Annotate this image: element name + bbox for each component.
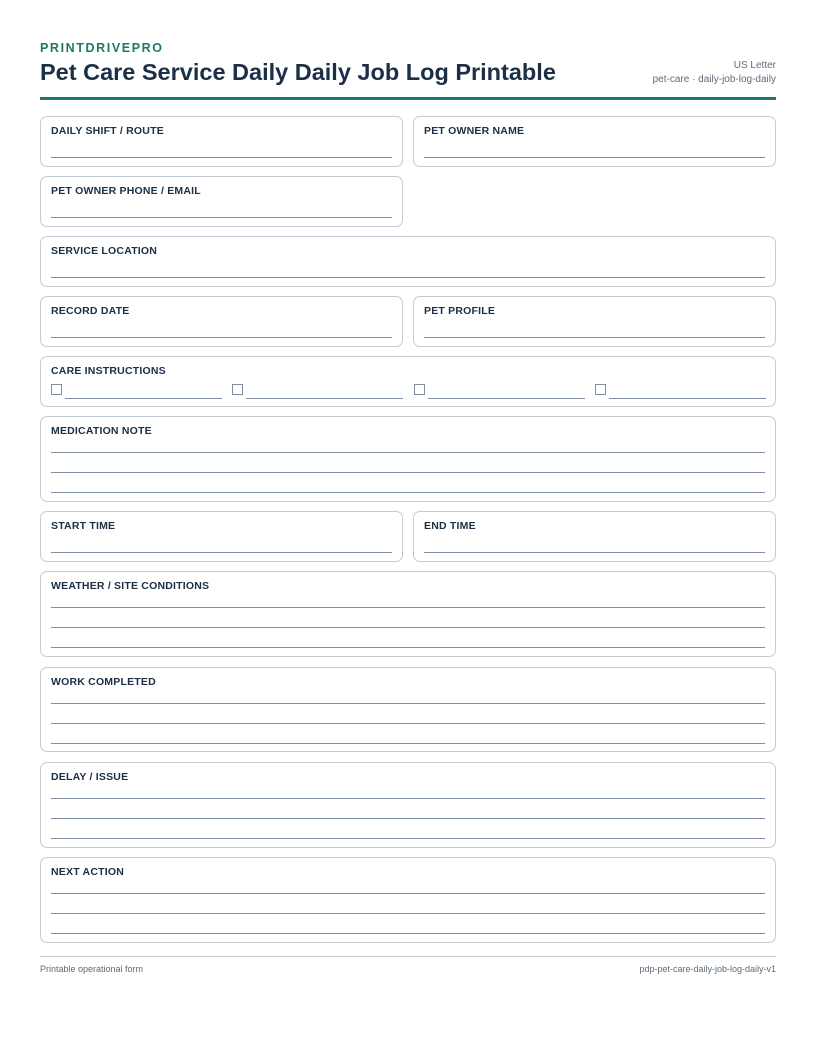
checklist-item[interactable] [595,382,766,399]
end-time-field[interactable] [413,511,776,562]
write-line[interactable] [51,157,392,158]
field-label: NEXT ACTION [51,866,124,878]
write-line[interactable] [51,217,392,218]
write-line[interactable] [51,627,765,628]
page-title: Pet Care Service Daily Daily Job Log Printable [40,59,556,85]
field-label: SERVICE LOCATION [51,245,158,257]
write-line[interactable] [51,818,765,819]
write-line[interactable] [424,552,765,553]
field-label: RECORD DATE [51,305,130,317]
checklist-item[interactable] [51,382,222,399]
write-line[interactable] [51,607,765,608]
write-line[interactable] [51,723,765,724]
weather-site-conditions-field[interactable] [40,571,776,657]
checklist-item[interactable] [414,382,585,399]
write-line[interactable] [51,933,765,934]
write-line[interactable] [246,398,403,399]
checkbox[interactable] [51,384,62,395]
next-action-field[interactable] [40,857,776,943]
write-line[interactable] [65,398,222,399]
daily-shift-route-field[interactable] [40,116,403,167]
write-line[interactable] [51,647,765,648]
checkbox[interactable] [414,384,425,395]
pet-profile-field[interactable] [413,296,776,347]
checkbox[interactable] [232,384,243,395]
form-id: pdp-pet-care-daily-job-log-daily-v1 [639,964,776,974]
field-label: PET OWNER NAME [424,125,525,137]
field-label: START TIME [51,520,116,532]
field-label: WORK COMPLETED [51,676,156,688]
write-line[interactable] [51,913,765,914]
form-header [40,40,776,100]
write-line[interactable] [51,337,392,338]
field-label: PET OWNER PHONE / EMAIL [51,185,201,197]
write-line[interactable] [428,398,585,399]
header-divider [40,97,776,100]
field-label: MEDICATION NOTE [51,425,152,437]
delay-issue-field[interactable] [40,762,776,848]
write-line[interactable] [51,277,765,278]
care-instructions-field [40,356,776,407]
record-date-field[interactable] [40,296,403,347]
write-line[interactable] [51,472,765,473]
write-line[interactable] [51,838,765,839]
pet-owner-contact-field[interactable] [40,176,403,227]
service-location-field[interactable] [40,236,776,287]
field-label: END TIME [424,520,476,532]
paper-size: US Letter [733,60,776,71]
checklist-item[interactable] [232,382,403,399]
form-tags: pet-care · daily-job-log-daily [652,73,776,85]
start-time-field[interactable] [40,511,403,562]
form-page [40,40,776,974]
write-line[interactable] [424,337,765,338]
footer-description: Printable operational form [40,964,144,974]
write-line[interactable] [51,452,765,453]
field-label: CARE INSTRUCTIONS [51,365,166,377]
medication-note-field[interactable] [40,416,776,502]
write-line[interactable] [51,743,765,744]
field-label: PET PROFILE [424,305,496,317]
write-line[interactable] [51,492,765,493]
write-line[interactable] [51,798,765,799]
brand-logo-text: PRINTDRIVEPRO [40,41,164,55]
write-line[interactable] [51,552,392,553]
checkbox[interactable] [595,384,606,395]
field-label: WEATHER / SITE CONDITIONS [51,580,210,592]
field-label: DAILY SHIFT / ROUTE [51,125,164,137]
write-line[interactable] [609,398,766,399]
write-line[interactable] [51,893,765,894]
form-meta [653,59,776,86]
field-label: DELAY / ISSUE [51,771,129,783]
work-completed-field[interactable] [40,667,776,752]
pet-owner-name-field[interactable] [413,116,776,167]
write-line[interactable] [424,157,765,158]
footer-divider [40,956,776,957]
write-line[interactable] [51,703,765,704]
